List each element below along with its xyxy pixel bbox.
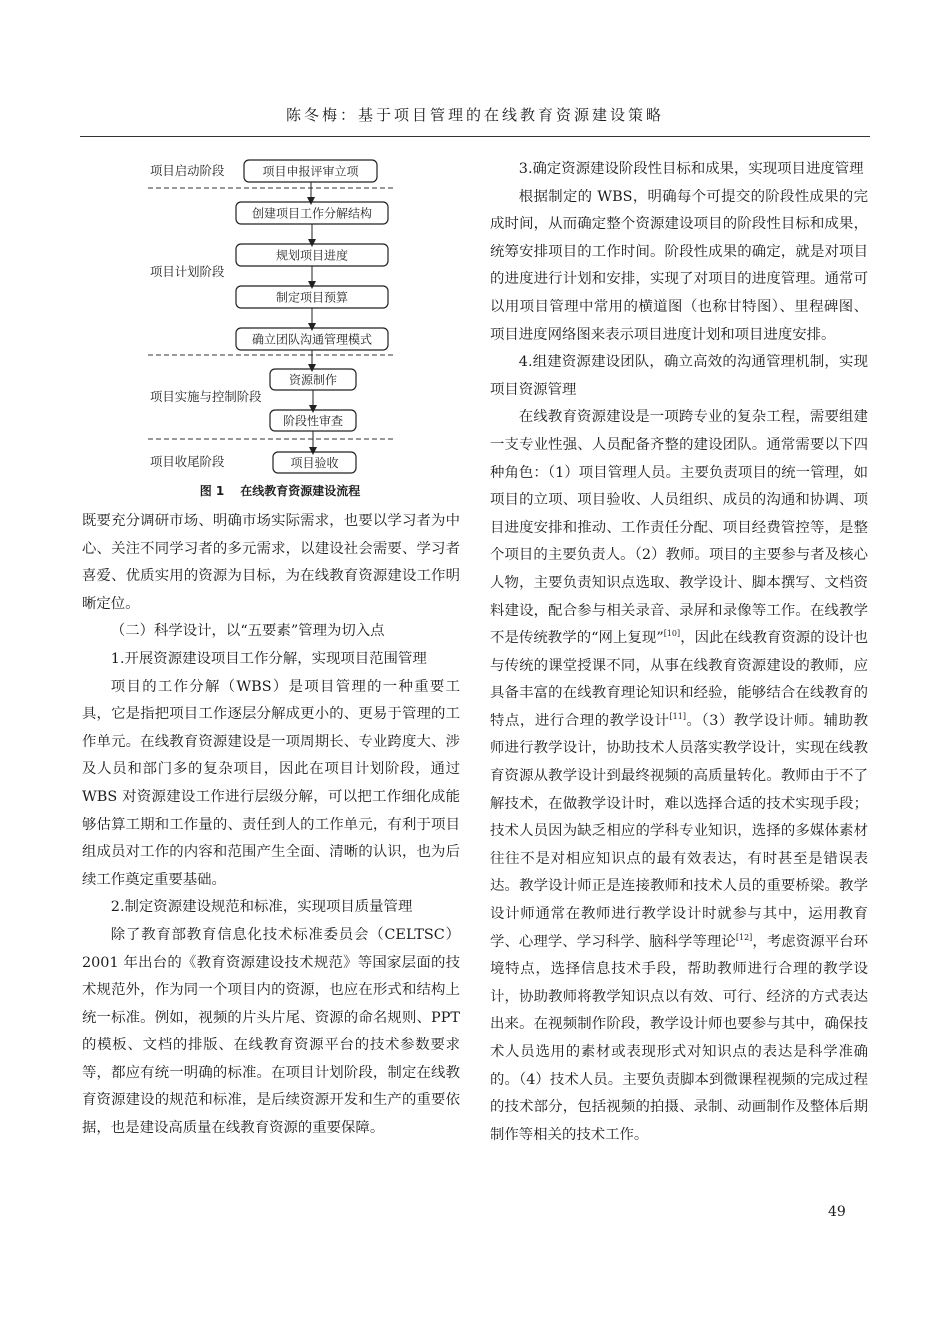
paragraph	[490, 404, 868, 1149]
step-label-acceptance: 项目验收	[290, 456, 339, 470]
flowchart-figure	[80, 148, 480, 508]
step-label-schedule: 规划项目进度	[275, 248, 349, 263]
subsection-heading: 4.组建资源建设团队，确立高效的沟通管理机制，实现项目资源管理	[490, 354, 868, 398]
header-rule	[80, 136, 870, 137]
figure-caption	[80, 482, 480, 499]
subsection-heading: 1.开展资源建设项目工作分解，实现项目范围管理	[110, 650, 427, 667]
paragraph: 根据制定的 WBS，明确每个可提交的阶段性成果的完成时间，从而确定整个资源建设项目的阶段性目标和成果，统筹安排项目的工作时间。阶段性成果的确定，就是对项目的进度进行计划和安排，实现了对项目的进度管理。通常可以用项目管理中常用的横道图（也称甘特图）、里程碑图、项目进度网络图来表示项目进度计划和项目进度安排。	[490, 188, 868, 343]
section-heading: （二）科学设计，以“五要素”管理为切入点	[110, 623, 385, 640]
running-header: 陈冬梅：基于项目管理的在线教育资源建设策略	[285, 106, 664, 124]
left-column	[82, 508, 460, 1143]
stage-label-planning: 项目计划阶段	[150, 264, 225, 279]
subsection-heading: 3.确定资源建设阶段性目标和成果，实现项目进度管理	[518, 161, 864, 177]
paragraph-text: ，考虑资源平台环境特点，选择信息技术手段，帮助教师进行合理的教学设计，协助教师将教学知识点以有效、可行、经济的方式表达出来。在视频制作阶段，教学设计师也要参与其中，确保技术人员选用的素材或表现形式对知识点的表达是科学准确的。（4）技术人员。主要负责脚本到微课程视频的完成过程的技术部分，包括视频的拍摄、录制、动画制作及整体后期制作等相关的技术工作。	[490, 933, 868, 1143]
step-label-production: 资源制作	[288, 373, 338, 387]
step-label-approval: 项目申报评审立项	[262, 164, 359, 179]
paragraph: 除了教育部教育信息化技术标准委员会（CELTSC）2001 年出台的《教育资源建设技术规范》等国家层面的技术规范外，作为同一个项目内的资源，也应在形式和结构上统一标准。例如，视频的片头片尾、资源的命名规则、PPT 的模板、文档的排版、在线教育资源平台的技术参数要求等，都应有统一明确的标准。在项目计划阶段，制定在线教育资源建设的规范和标准，是后续资源开发和生产的重要依据，也是建设高质量在线教育资源的重要保障。	[82, 926, 460, 1137]
citation: [11]	[669, 711, 686, 721]
page-number: 49	[828, 1204, 846, 1220]
stage-label-closing: 项目收尾阶段	[150, 454, 225, 469]
paragraph: 项目的工作分解（WBS）是项目管理的一种重要工具，它是指把项目工作逐层分解成更小的、更易于管理的工作单元。在线教育资源建设是一项周期长、专业跨度大、涉及人员和部门多的复杂项目，因此在项目计划阶段，通过 WBS 对资源建设工作进行层级分解，可以把工作细化成能够估算工期和工作量的、责任到人的工作单元，有利于项目组成员对工作的内容和范围产生全面、清晰的认识，也为后续工作奠定重要基础。	[82, 678, 460, 888]
step-label-communication: 确立团队沟通管理模式	[251, 332, 373, 347]
paragraph-text: 在线教育资源建设是一项跨专业的复杂工程，需要组建一支专业性强、人员配备齐整的建设团队。通常需要以下四种角色：（1）项目管理人员。主要负责项目的统一管理，如项目的立项、项目验收、人员组织、成员的沟通和协调、项目进度安排和推动、工作责任分配、项目经费管控等，是整个项目的主要负责人。（2）教师。项目的主要参与者及核心人物，主要负责知识点选取、教学设计、脚本撰写、文档资料建设，配合参与相关录音、录屏和录像等工作。在线教学不是传统教学的“网上复现”	[490, 409, 868, 647]
subsection-heading: 2.制定资源建设规范和标准，实现项目质量管理	[110, 899, 413, 916]
step-label-budget: 制定项目预算	[275, 290, 349, 305]
step-label-wbs: 创建项目工作分解结构	[251, 206, 373, 221]
stage-label-execution: 项目实施与控制阶段	[150, 389, 262, 404]
flowchart-svg	[80, 148, 480, 488]
paragraph-text: ，因此在线教育资源的设计也与传统的课堂授课不同，从事在线教育资源建设的教师，应具备丰富的在线教育理论知识和经验，能够结合在线教育的特点，进行合理的教学设计	[490, 630, 868, 729]
step-label-review: 阶段性审查	[282, 414, 344, 428]
right-column	[490, 156, 868, 1149]
figure-caption-text: 在线教育资源建设流程	[240, 484, 361, 498]
citation: [10]	[663, 629, 681, 639]
paragraph-text: 。（3）教学设计师。辅助教师进行教学设计，协助技术人员落实教学设计，实现在线教育资源从教学设计到最终视频的高质量转化。教师由于不了解技术，在做教学设计时，难以选择合适的技术实现手段；技术人员因为缺乏相应的学科专业知识，选择的多媒体素材往往不是对相应知识点的最有效表达，有时甚至是错误表达。教学设计师正是连接教师和技术人员的重要桥梁。教学设计师通常在教师进行教学设计时就参与其中，运用教育学、心理学、学习科学、脑科学等理论	[490, 712, 868, 950]
stage-label-initiation: 项目启动阶段	[150, 163, 225, 178]
citation: [12]	[735, 932, 753, 942]
paragraph: 既要充分调研市场、明确市场实际需求，也要以学习者为中心、关注不同学习者的多元需求，以建设社会需要、学习者喜爱、优质实用的资源为目标，为在线教育资源建设工作明晰定位。	[82, 513, 460, 612]
figure-caption-number: 图 1	[199, 484, 225, 498]
